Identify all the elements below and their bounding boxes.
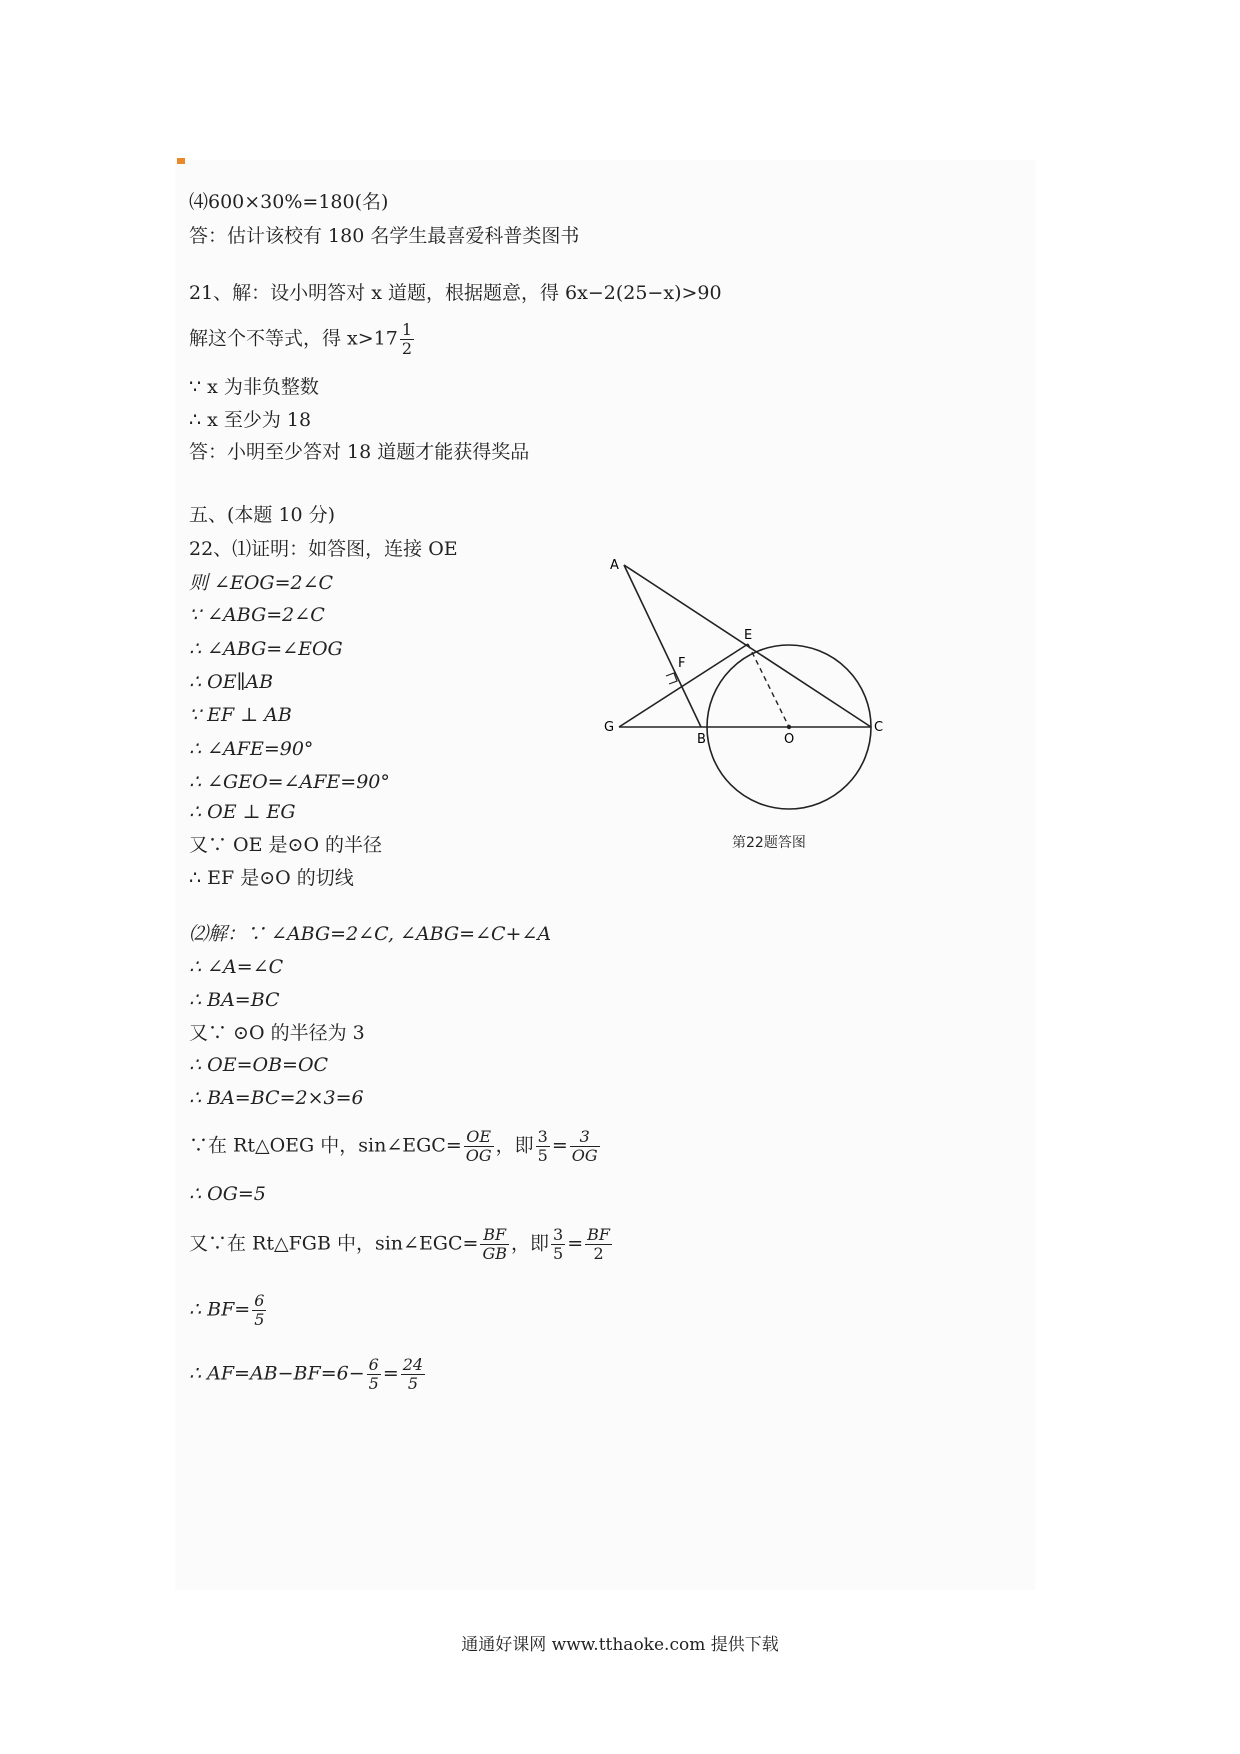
q22-p1-line-9: 又∵ OE 是⊙O 的半径 [189, 834, 383, 856]
sin2-num: BF [480, 1226, 509, 1245]
q22-p1-line-2: ∵ ∠ABG=2∠C [189, 604, 325, 626]
q21-because: ∵ x 为非负整数 [189, 376, 319, 398]
q22-p1-line-10: ∴ EF 是⊙O 的切线 [189, 867, 354, 889]
sin1-mid: ，即 [495, 1134, 534, 1157]
sin2-d3: 2 [593, 1244, 604, 1263]
sin2-line [189, 1226, 614, 1263]
sin1-n3: 3 [570, 1128, 600, 1147]
q22-p2-line-5: ∴ BA=BC=2×3=6 [189, 1087, 364, 1109]
q22-p2-line-4: ∴ OE=OB=OC [189, 1054, 329, 1076]
sin1-frac-1 [464, 1128, 494, 1165]
q22-p1-line-3: ∴ ∠ABG=∠EOG [189, 638, 343, 660]
q22-p1-line-8: ∴ OE ⊥ EG [189, 801, 296, 823]
sin1-d2: 5 [537, 1146, 548, 1165]
label-f: F [678, 656, 686, 671]
sin1-den: OG [465, 1146, 492, 1165]
sin1-n2: 3 [537, 1127, 548, 1146]
q22-p1-line-1: 则 ∠EOG=2∠C [189, 572, 334, 594]
q21-answer: 答：小明至少答对 18 道题才能获得奖品 [189, 441, 530, 463]
q21-setup-text: 21、解：设小明答对 x 道题，根据题意，得 [189, 282, 559, 304]
corner-mark [177, 158, 185, 164]
line-ac [624, 565, 871, 727]
part4-formula: ⑷600×30%=180(名) [189, 191, 389, 213]
label-o: O [784, 732, 795, 747]
sin2-eq: = [567, 1232, 584, 1255]
label-g: G [604, 720, 615, 735]
line-oe-dashed [748, 644, 789, 727]
af-den2: 5 [407, 1374, 419, 1393]
figure-caption: 第22题答图 [732, 835, 806, 851]
q22-p1-line-4: ∴ OE∥AB [189, 671, 274, 693]
q22-p1-line-5: ∵ EF ⊥ AB [189, 704, 292, 726]
af-frac-1 [367, 1356, 381, 1393]
og-result: ∴ OG=5 [189, 1183, 266, 1205]
q22-p1-line-6: ∴ ∠AFE=90° [189, 738, 314, 760]
q21-frac-den: 2 [401, 339, 413, 358]
q21-frac-num: 1 [401, 320, 413, 339]
sin2-mid: ，即 [511, 1232, 550, 1255]
q21-solve-fraction [400, 321, 414, 358]
bf-prefix: ∴ BF= [189, 1298, 251, 1321]
af-frac-2 [401, 1356, 425, 1393]
sin1-line [189, 1128, 602, 1165]
section5-title: 五、(本题 10 分) [189, 504, 336, 526]
sin2-prefix: 又∵在 Rt△FGB 中，sin∠EGC= [189, 1232, 479, 1255]
sin2-frac-3 [585, 1226, 612, 1263]
af-den: 5 [368, 1374, 379, 1393]
q21-setup [189, 281, 722, 305]
sin2-n3: BF [587, 1225, 610, 1244]
af-prefix: ∴ AF=AB−BF=6− [189, 1362, 365, 1385]
sin1-prefix: ∵在 Rt△OEG 中，sin∠EGC= [189, 1134, 462, 1157]
af-num2: 24 [402, 1355, 424, 1374]
sin1-frac-2 [536, 1128, 550, 1165]
sin1-d3: OG [571, 1146, 598, 1165]
label-c: C [874, 720, 884, 735]
sin1-num: OE [464, 1128, 494, 1147]
sin2-n2: 3 [553, 1225, 564, 1244]
q22-p1-line-7: ∴ ∠GEO=∠AFE=90° [189, 771, 390, 793]
q22-p2-line-2: ∴ BA=BC [189, 989, 280, 1011]
q22-p1-line-0: 22、⑴证明：如答图，连接 OE [189, 538, 458, 560]
center-point [787, 725, 791, 729]
part4-answer: 答：估计该校有 180 名学生最喜爱科普类图书 [189, 225, 580, 247]
sin1-eq: = [551, 1134, 568, 1157]
bf-line [189, 1292, 268, 1329]
q21-solve-text: 解这个不等式，得 x>17 [189, 327, 398, 350]
af-num: 6 [368, 1355, 379, 1374]
q22-p2-line-0: ⑵解：∵ ∠ABG=2∠C, ∠ABG=∠C+∠A [189, 923, 552, 945]
bf-frac [252, 1292, 266, 1329]
sin1-frac-3 [570, 1128, 600, 1165]
q22-p2-line-1: ∴ ∠A=∠C [189, 956, 284, 978]
sin2-frac-2 [551, 1226, 565, 1263]
q22-p2-line-3: 又∵ ⊙O 的半径为 3 [189, 1022, 365, 1044]
af-line [189, 1356, 427, 1393]
q21-solve [189, 321, 416, 358]
label-b: B [697, 732, 706, 747]
footer-credit: 通通好课网 www.tthaoke.com 提供下载 [461, 1635, 779, 1655]
sin2-frac-1 [480, 1226, 509, 1263]
label-e: E [744, 628, 753, 643]
sin2-den: GB [482, 1244, 507, 1263]
af-eq: = [382, 1362, 399, 1385]
label-a: A [610, 558, 619, 573]
bf-num: 6 [254, 1291, 265, 1310]
sin2-d2: 5 [553, 1244, 564, 1263]
q21-setup-formula: 6x−2(25−x)>90 [565, 282, 722, 304]
bf-den: 5 [254, 1310, 265, 1329]
q21-therefore: ∴ x 至少为 18 [189, 409, 312, 431]
geometry-figure [600, 555, 900, 825]
